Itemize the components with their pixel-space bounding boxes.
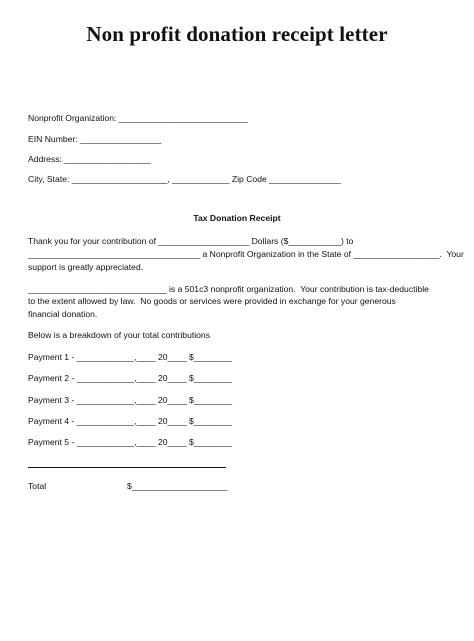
document-title: Non profit donation receipt letter <box>86 22 388 46</box>
para2-line1: _____________________________ is a 501c3 nonprofit organization. Your contribution is tax-deductible <box>28 284 429 294</box>
payment-row: Payment 4 - ____________,____ 20____ $________ <box>28 416 233 426</box>
org-field: Nonprofit Organization: ___________________________ <box>28 113 248 123</box>
para1-line2: ____________________________________ a Nonprofit Organization in the State of __________________. Your <box>28 249 464 259</box>
payment-row: Payment 5 - ____________,____ 20____ $________ <box>28 437 233 447</box>
total-divider <box>28 467 226 468</box>
payment-row: Payment 2 - ____________,____ 20____ $________ <box>28 373 233 383</box>
para2-line3: financial donation. <box>28 309 98 319</box>
para1-line3: support is greatly appreciated. <box>28 262 144 272</box>
payment-row: Payment 1 - ____________,____ 20____ $________ <box>28 352 233 362</box>
ein-field: EIN Number: _________________ <box>28 134 162 144</box>
total-value: $____________________ <box>127 481 228 491</box>
total-label: Total <box>28 481 47 491</box>
payment-row: Payment 3 - ____________,____ 20____ $________ <box>28 395 233 405</box>
breakdown-intro: Below is a breakdown of your total contributions <box>28 330 211 340</box>
address-field: Address: __________________ <box>28 154 151 164</box>
receipt-heading: Tax Donation Receipt <box>193 213 281 223</box>
para1-line1: Thank you for your contribution of ___________________ Dollars ($___________) to <box>28 236 354 246</box>
para2-line2: to the extent allowed by law. No goods or services were provided in exchange for your generous <box>28 296 396 306</box>
city-state-zip-field: City, State: ____________________, ____________ Zip Code _______________ <box>28 174 341 184</box>
